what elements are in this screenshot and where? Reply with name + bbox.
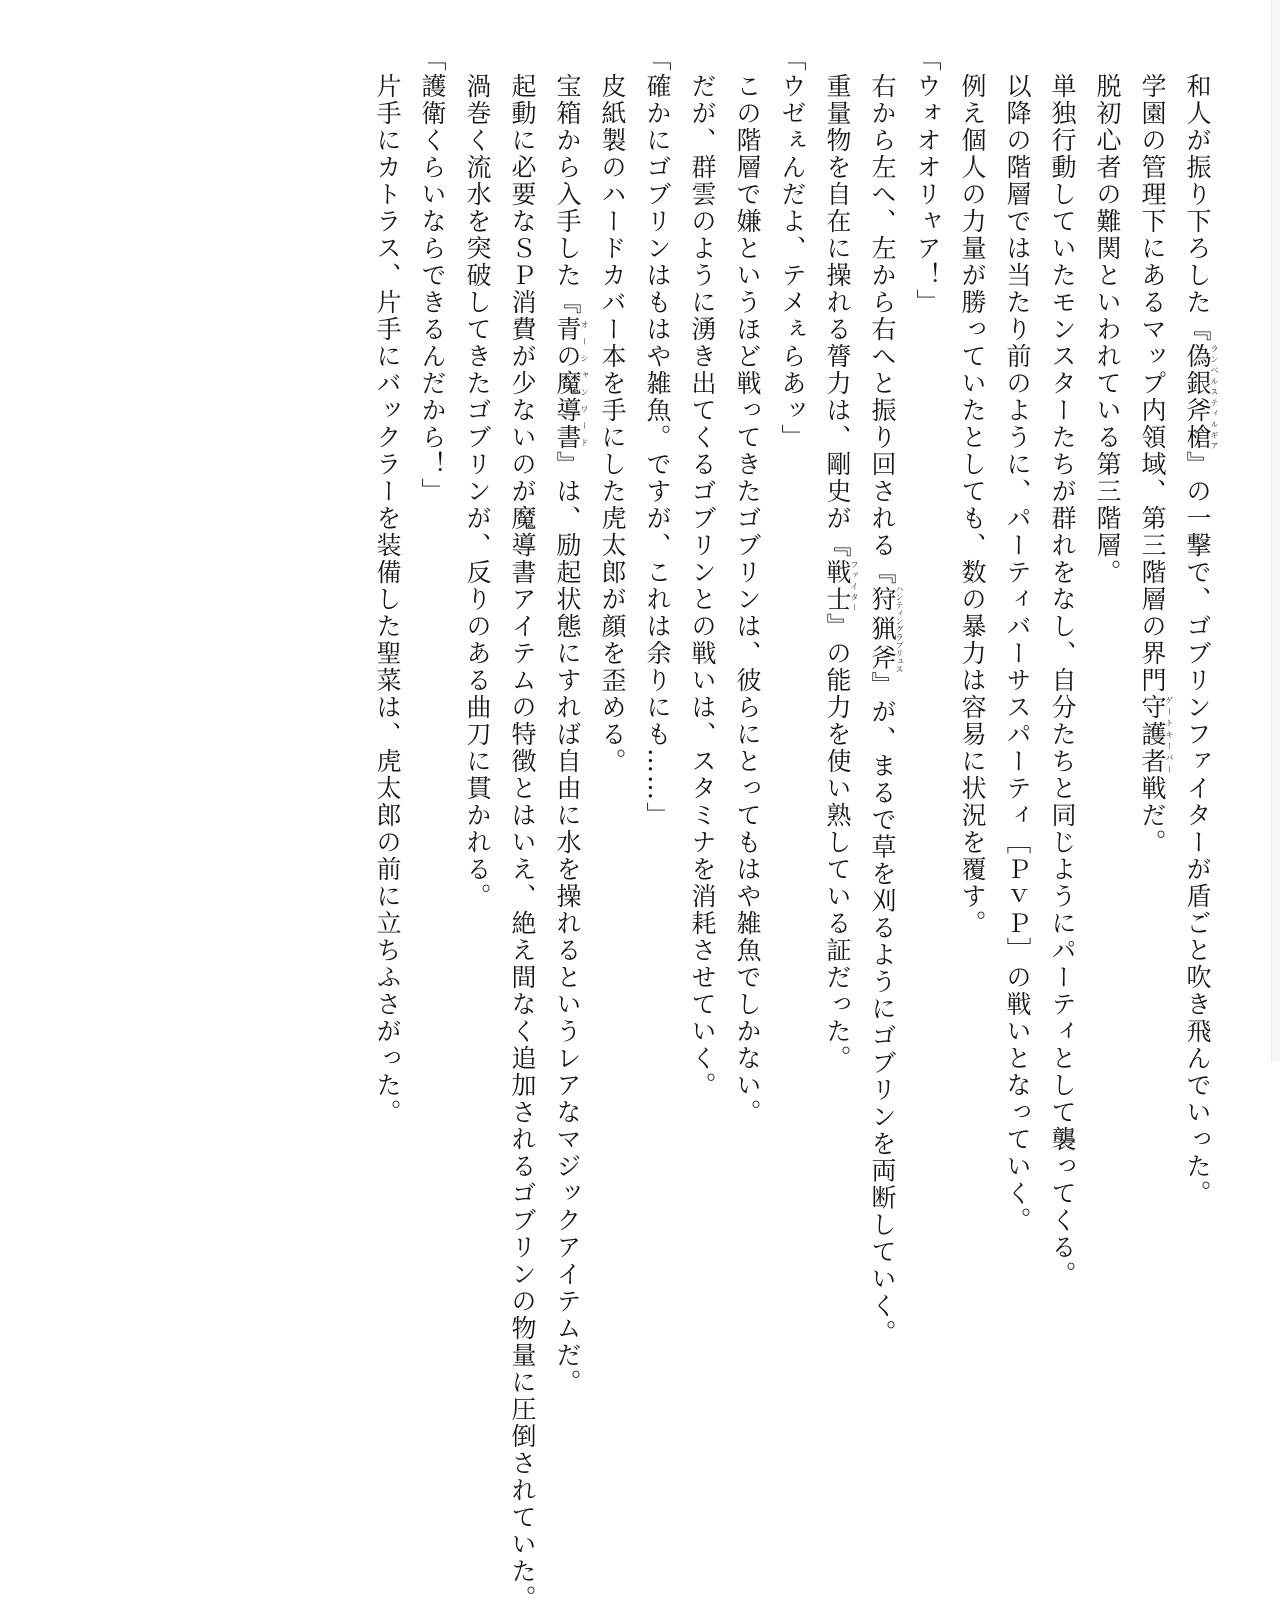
ruby-annotated-term <box>823 559 859 613</box>
paragraph <box>815 46 860 1072</box>
paragraph <box>1040 46 1085 1288</box>
paragraph <box>770 46 815 1046</box>
text-run: 例え個人の力量が勝っていたとしても、数の暴力は容易に状況を覆す。 <box>958 73 987 937</box>
paragraph <box>995 46 1040 1234</box>
paragraph <box>590 46 635 1046</box>
text-run: 以降の階層では当たり前のように、パーティバーサスパーティ［ＰｖＰ］の戦いとなっていく。 <box>1003 73 1032 1234</box>
text-run: 皮紙製のハードカバー本を手にした虎太郎が顔を歪める。 <box>598 73 627 775</box>
text-run: 「確かにゴブリンはもはや雑魚。ですが、これは余りにも……」 <box>643 46 672 829</box>
paragraph <box>545 46 590 1396</box>
ruby-reading: ハンティングラブリュス <box>895 584 904 673</box>
text-run: 片手にカトラス、片手にバックラーを装備した聖菜は、虎太郎の前に立ちふさがった。 <box>373 73 402 1126</box>
paragraph <box>455 46 500 1046</box>
text-run: 渦巻く流水を突破してきたゴブリンが、反りのある曲刀に貫かれる。 <box>463 73 492 910</box>
text-run: 』は、励起状態にすれば自由に水を操れるというレアなマジックアイテムだ。 <box>553 451 582 1396</box>
vertical-text-body <box>365 46 1220 1612</box>
paragraph <box>365 46 410 1126</box>
ruby-annotated-term <box>868 584 904 673</box>
paragraph <box>1085 46 1130 1046</box>
text-run: 重量物を自在に操れる膂力は、剛史が『 <box>823 73 852 559</box>
text-run: 右から左へ、左から右へと振り回される『 <box>868 73 897 586</box>
text-run: 脱初心者の難関といわれている第三階層。 <box>1093 73 1122 586</box>
text-run: この階層で嫌というほど戦ってきたゴブリンは、彼らにとってもはや雑魚でしかない。 <box>733 73 762 1126</box>
text-run: 起動に必要なＳＰ消費が少ないのが魔導書アイテムの特徴とはいえ、絶え間なく追加されるゴブリンの物量に圧倒されていた。 <box>508 73 537 1612</box>
text-run: 』の一撃で、ゴブリンファイターが盾ごと吹き飛んでいった。 <box>1183 451 1212 1207</box>
ruby-reading: ファイター <box>850 559 859 613</box>
ruby-annotated-term <box>1138 694 1174 775</box>
text-run: 単独行動していたモンスターたちが群れをなし、自分たちと同じようにパーティとして襲ってくる。 <box>1048 73 1077 1288</box>
ruby-reading: オーシャンワード <box>580 316 589 451</box>
text-run: 「ウゼぇんだよ、テメぇらあッ」 <box>778 46 807 451</box>
text-run: 宝箱から入手した『 <box>553 73 582 316</box>
text-run: 戦だ。 <box>1138 775 1167 856</box>
page-edge <box>1271 0 1280 1062</box>
text-run: 「護衛くらいならできるんだから！」 <box>418 46 447 505</box>
paragraph <box>725 46 770 1126</box>
paragraph <box>500 46 545 1612</box>
text-run: 』の能力を使い熟している証だった。 <box>823 613 852 1072</box>
paragraph <box>905 46 950 1046</box>
ruby-base: 青の魔導書 <box>553 316 582 451</box>
ruby-base: 守護者 <box>1138 694 1167 775</box>
ruby-annotated-term <box>553 316 589 451</box>
text-run: 和人が振り下ろした『 <box>1183 73 1212 343</box>
paragraph <box>635 46 680 1046</box>
text-run: 「ウォオオリャア！」 <box>913 46 942 316</box>
paragraph <box>950 46 995 1046</box>
ruby-annotated-term <box>1183 343 1219 451</box>
ruby-base: 戦士 <box>823 559 852 613</box>
paragraph <box>1175 46 1220 1207</box>
paragraph <box>860 46 905 1347</box>
text-run: 』が、まるで草を刈るようにゴブリンを両断していく。 <box>868 671 897 1347</box>
ruby-reading: ゲートキーパー <box>1165 694 1174 775</box>
ruby-reading: ランベルスティルギア <box>1210 343 1219 451</box>
text-run: だが、群雲のように湧き出てくるゴブリンとの戦いは、スタミナを消耗させていく。 <box>688 73 717 1099</box>
paragraph <box>410 46 455 1046</box>
text-run: 学園の管理下にあるマップ内領域、第三階層の界門 <box>1138 73 1167 694</box>
ruby-base: 偽銀斧槍 <box>1183 343 1212 451</box>
paragraph <box>1130 46 1175 1046</box>
paragraph <box>680 46 725 1099</box>
ruby-base: 狩猟斧 <box>868 584 897 673</box>
